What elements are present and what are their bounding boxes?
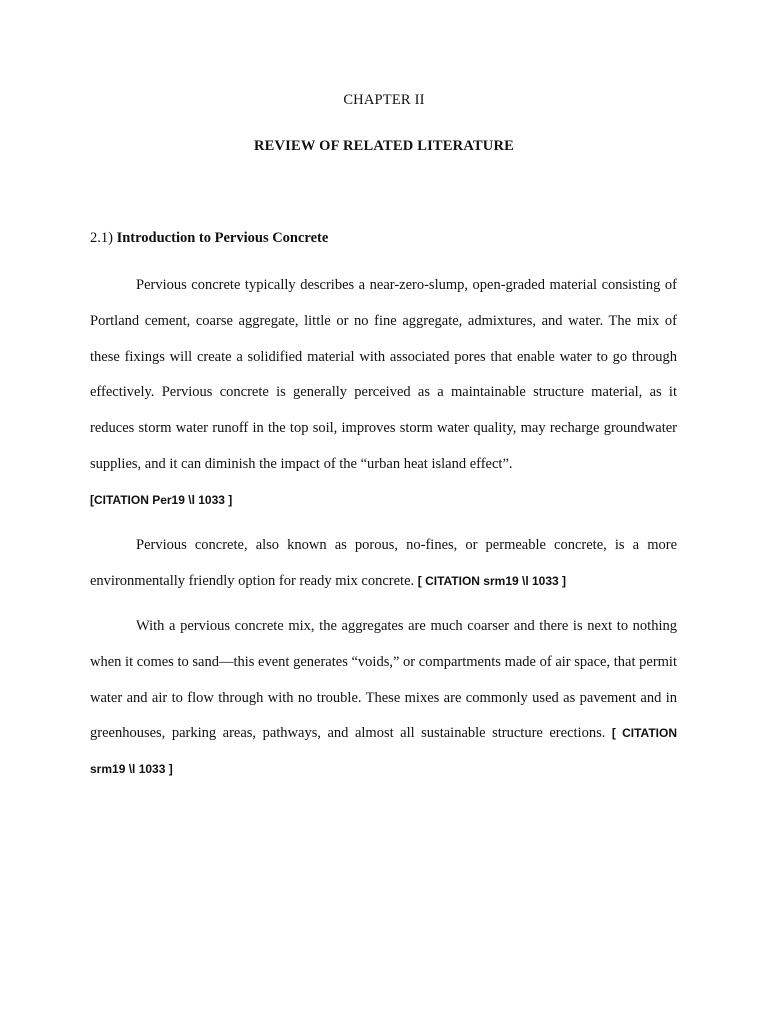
- citation: [ CITATION srm19 \l 1033 ]: [90, 726, 677, 777]
- citation: [CITATION Per19 \l 1033 ]: [90, 492, 233, 507]
- chapter-title: REVIEW OF RELATED LITERATURE: [253, 138, 515, 154]
- paragraph-text: Pervious concrete, also known as porous, no-fines, or permeable concrete, is a more environmentally friendly option for ready mix concrete.: [90, 537, 677, 589]
- paragraph-1: [90, 268, 677, 519]
- paragraph-2: [90, 528, 677, 600]
- paragraph-text: With a pervious concrete mix, the aggregates are much coarser and there is next to nothing when it comes to sand—this event generates “voids,” or compartments made of air space, that permit water and air to flow through with no trouble. These mixes are commonly used as pavement and in greenhouses, parking areas, pathways, and almost all sustainable structure erections.: [90, 618, 677, 742]
- paragraph-text: Pervious concrete typically describes a near-zero-slump, open-graded material consisting of Portland cement, coarse aggregate, little or no fine aggregate, admixtures, and water. The mix of these fixings will create a solidified material with associated pores that enable water to go through effectively. Pervious concrete is generally perceived as a maintainable structure material, as it reduces storm water runoff in the top soil, improves storm water quality, may recharge groundwater supplies, and it can diminish the impact of the “urban heat island effect”.: [90, 277, 677, 472]
- citation: [ CITATION srm19 \l 1033 ]: [417, 573, 567, 588]
- section-heading: [90, 230, 328, 247]
- section-number: 2.1): [90, 230, 113, 246]
- section-title: Introduction to Pervious Concrete: [116, 230, 329, 246]
- chapter-label: CHAPTER II: [343, 92, 425, 108]
- paragraph-3: [90, 609, 677, 788]
